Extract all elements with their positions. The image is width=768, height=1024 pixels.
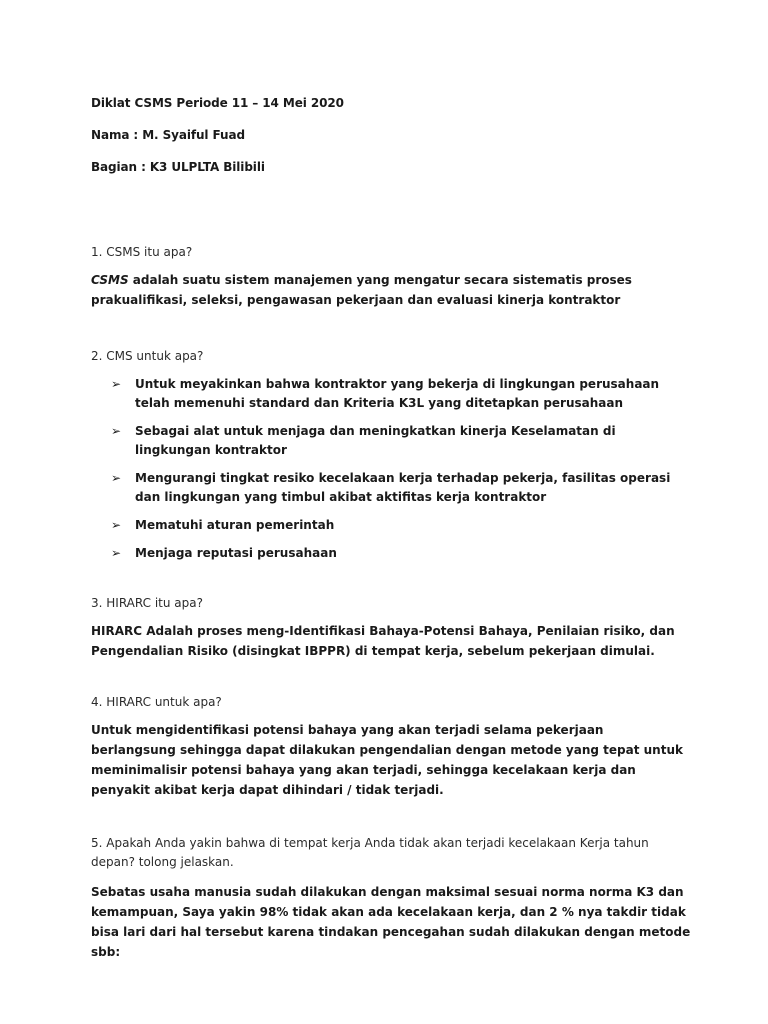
answer-4: Untuk mengidentifikasi potensi bahaya yang akan terjadi selama pekerjaan berlangsung sehingga dapat dilakukan pengendalian dengan metode yang tepat untuk meminimalisir potensi bahaya yang akan terjadi, sehingga kecelakaan kerja dan penyakit akibat kerja dapat dihindari / tidak terjadi. bbox=[91, 723, 683, 797]
arrow-bullet-icon: ➢ bbox=[111, 518, 122, 532]
arrow-bullet-icon: ➢ bbox=[111, 424, 122, 438]
list-item: ➢ Menjaga reputasi perusahaan bbox=[91, 544, 691, 563]
author-department: Bagian : K3 ULPLTA Bilibili bbox=[91, 160, 265, 174]
document-title: Diklat CSMS Periode 11 – 14 Mei 2020 bbox=[91, 96, 344, 110]
list-item: ➢ Sebagai alat untuk menjaga dan meningkatkan kinerja Keselamatan di lingkungan kontraktor bbox=[111, 424, 616, 457]
arrow-bullet-icon: ➢ bbox=[111, 546, 122, 560]
answer-1-text: adalah suatu sistem manajemen yang mengatur secara sistematis proses prakualifikasi, seleksi, pengawasan pekerjaan dan evaluasi kinerja kontraktor bbox=[91, 273, 632, 307]
question-2: 2. CMS untuk apa? bbox=[91, 349, 204, 363]
arrow-bullet-icon: ➢ bbox=[111, 471, 122, 485]
list-item: ➢ Mengurangi tingkat resiko kecelakaan kerja terhadap pekerja, fasilitas operasi dan lingkungan yang timbul akibat aktifitas kerja kontraktor bbox=[111, 471, 671, 504]
author-name: Nama : M. Syaiful Fuad bbox=[91, 128, 245, 142]
question-5: 5. Apakah Anda yakin bahwa di tempat kerja Anda tidak akan terjadi kecelakaan Kerja tahun depan? tolong jelaskan. bbox=[91, 836, 649, 869]
bullet-list bbox=[91, 375, 691, 563]
question-1: 1. CSMS itu apa? bbox=[91, 245, 193, 259]
answer-3: HIRARC Adalah proses meng-Identifikasi Bahaya-Potensi Bahaya, Penilaian risiko, dan Pengendalian Risiko (disingkat IBPPR) di tempat kerja, sebelum pekerjaan dimulai. bbox=[91, 624, 675, 658]
arrow-bullet-icon: ➢ bbox=[111, 377, 122, 391]
question-4: 4. HIRARC untuk apa? bbox=[91, 695, 222, 709]
list-item: ➢ Untuk meyakinkan bahwa kontraktor yang bekerja di lingkungan perusahaan telah memenuhi standard dan Kriteria K3L yang ditetapkan perusahaan bbox=[111, 377, 660, 410]
answer-1 bbox=[91, 270, 691, 310]
question-3: 3. HIRARC itu apa? bbox=[91, 596, 203, 610]
list-item: ➢ Mematuhi aturan pemerintah bbox=[91, 516, 691, 535]
document-page bbox=[91, 94, 691, 962]
answer-1-term: CSMS bbox=[91, 273, 129, 287]
answer-5: Sebatas usaha manusia sudah dilakukan dengan maksimal sesuai norma norma K3 dan kemampuan, Saya yakin 98% tidak akan ada kecelakaan kerja, dan 2 % nya takdir tidak bisa lari dari hal tersebut karena tindakan pencegahan sudah dilakukan dengan metode sbb: bbox=[91, 885, 691, 959]
